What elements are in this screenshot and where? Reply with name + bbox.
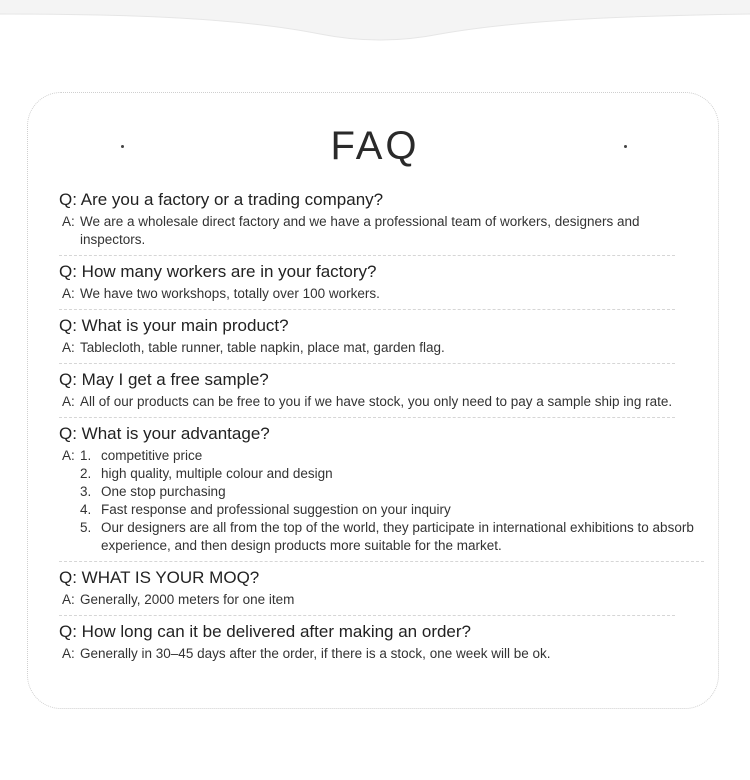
list-item-number: 3. xyxy=(80,484,92,499)
faq-list xyxy=(59,184,704,669)
faq-question: Q: May I get a free sample? xyxy=(59,370,269,389)
faq-item xyxy=(59,418,704,562)
list-item-text: high quality, multiple colour and design xyxy=(101,466,333,481)
faq-question: Q: What is your advantage? xyxy=(59,424,270,443)
faq-answer xyxy=(59,285,675,303)
page-title: FAQ xyxy=(330,124,420,168)
list-item-number: 2. xyxy=(80,466,92,481)
list-item-number: 5. xyxy=(80,520,92,535)
list-item xyxy=(80,483,704,501)
answer-text: We are a wholesale direct factory and we have a professional team of workers, designers and inspectors. xyxy=(80,214,640,247)
list-item xyxy=(80,501,704,519)
answer-prefix: A: xyxy=(62,214,75,229)
list-item-text: Our designers are all from the top of the world, they participate in international exhibitions to absorb experience, and then design products more suitable for the market. xyxy=(101,520,694,553)
advantage-list xyxy=(80,447,704,555)
list-item xyxy=(80,447,704,465)
faq-answer xyxy=(59,393,675,411)
faq-question: Q: How long can it be delivered after making an order? xyxy=(59,622,472,641)
answer-prefix: A: xyxy=(62,286,75,301)
answer-prefix: A: xyxy=(62,340,75,355)
answer-text: Tablecloth, table runner, table napkin, place mat, garden flag. xyxy=(80,340,445,355)
answer-text: All of our products can be free to you if we have stock, you only need to pay a sample ship ing rate. xyxy=(80,394,673,409)
faq-item xyxy=(59,364,675,418)
answer-prefix: A: xyxy=(62,592,75,607)
faq-answer xyxy=(59,645,675,663)
list-item xyxy=(80,465,704,483)
answer-text: Generally, 2000 meters for one item xyxy=(80,592,295,607)
faq-question: Q: How many workers are in your factory? xyxy=(59,262,377,281)
list-item-text: competitive price xyxy=(101,448,203,463)
answer-prefix: A: xyxy=(62,646,75,661)
list-item-number: 4. xyxy=(80,502,92,517)
list-item-text: One stop purchasing xyxy=(101,484,226,499)
faq-item xyxy=(59,616,675,669)
answer-text: Generally in 30–45 days after the order, if there is a stock, one week will be ok. xyxy=(80,646,551,661)
faq-item xyxy=(59,256,675,310)
faq-question: Q: WHAT IS YOUR MOQ? xyxy=(59,568,260,587)
list-item-text: Fast response and professional suggestion on your inquiry xyxy=(101,502,451,517)
answer-text: We have two workshops, totally over 100 workers. xyxy=(80,286,380,301)
faq-answer xyxy=(59,591,675,609)
faq-item xyxy=(59,184,675,256)
top-wave-decoration xyxy=(0,0,750,60)
answer-prefix: A: xyxy=(62,394,75,409)
faq-question: Q: Are you a factory or a trading company? xyxy=(59,190,384,209)
faq-item xyxy=(59,562,675,616)
answer-prefix: A: xyxy=(62,448,75,463)
faq-answer xyxy=(59,339,675,357)
list-item-number: 1. xyxy=(80,448,92,463)
faq-answer xyxy=(59,447,704,555)
faq-answer xyxy=(59,213,675,249)
faq-item xyxy=(59,310,675,364)
faq-question: Q: What is your main product? xyxy=(59,316,289,335)
list-item xyxy=(80,519,704,555)
